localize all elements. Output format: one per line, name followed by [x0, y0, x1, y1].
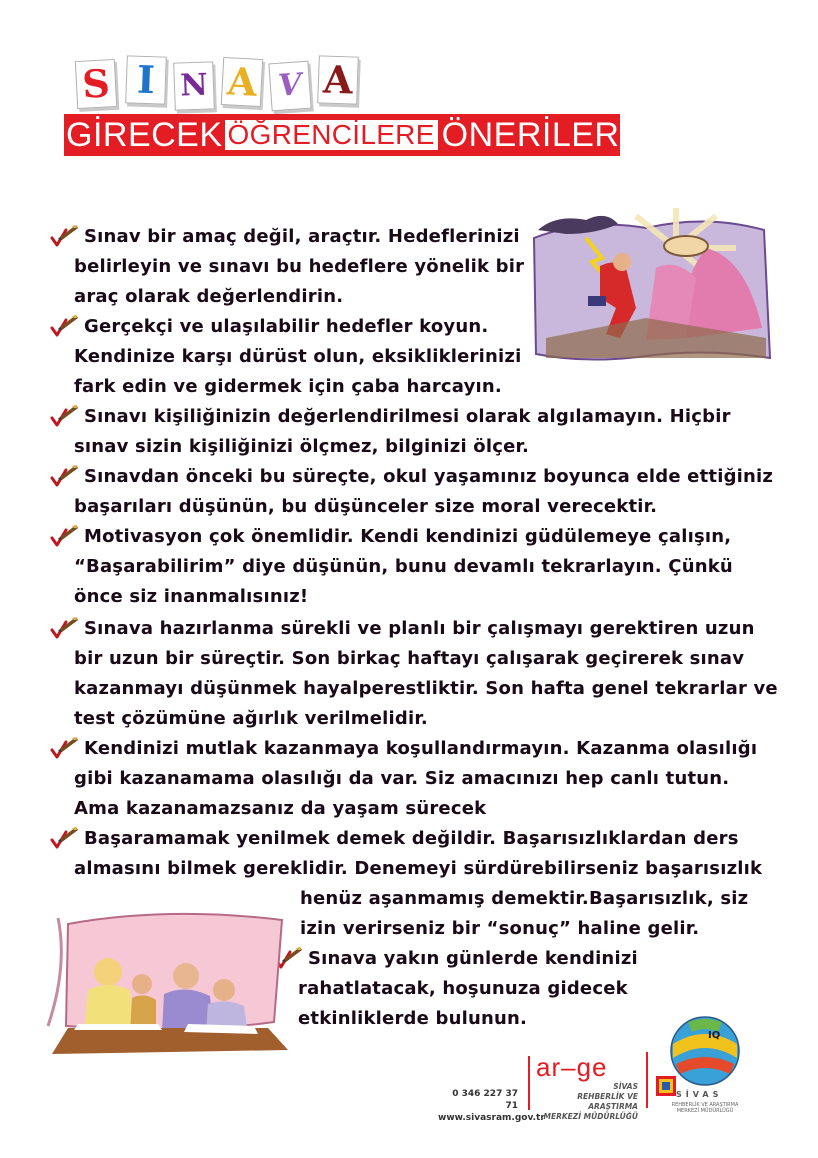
tip-text: Motivasyon çok önemlidir. Kendi kendinizi güdülemeye çalışın,: [84, 526, 732, 547]
students-classroom-illustration: [38, 906, 296, 1066]
tip-4-line-1: [52, 462, 773, 492]
footer-divider-2: [646, 1052, 648, 1108]
ram-globe-logo: [668, 1014, 742, 1088]
tip-3: [52, 402, 731, 462]
tip-6-line-3: kazanmayı düşünmek hayalperestliktir. Son hafta genel tekrarlar ve: [74, 678, 778, 699]
tip-9-line-2: rahatlatacak, hoşunuza gidecek: [298, 978, 628, 999]
tip-5: [52, 522, 733, 612]
tip-7-line-3: Ama kazanamazsanız da yaşam sürecek: [74, 798, 487, 819]
tip-6: [52, 614, 778, 734]
tip-1-line-1: [52, 222, 524, 252]
tip-4: [52, 462, 773, 522]
tip-2-line-2: Kendinize karşı dürüst olun, eksikliklerinizi: [74, 346, 522, 367]
tip-4-line-2: başarıları düşünün, bu düşünceler size moral verecektir.: [74, 496, 658, 517]
tip-text: Başaramamak yenilmek demek değildir. Başarısızlıklardan ders: [84, 828, 739, 849]
tip-text: Sınavdan önceki bu süreçte, okul yaşamınız boyunca elde ettiğiniz: [84, 466, 774, 487]
globe-iq-label: IQ: [708, 1030, 721, 1041]
tip-8-line-1: [52, 824, 762, 854]
stressed-student-illustration: [526, 208, 772, 364]
title-letter-n: N: [173, 61, 215, 110]
pen-check-icon: [50, 824, 80, 850]
tip-1-line-2: belirleyin ve sınavı bu hedeflere yönelik bir: [74, 256, 525, 277]
tip-5-line-1: [52, 522, 733, 552]
tip-1: [52, 222, 524, 312]
arge-name-line2: MERKEZİ MÜDÜRLÜĞÜ: [543, 1112, 638, 1121]
title-letter-a: A: [221, 57, 263, 107]
title-letter-i: I: [125, 55, 167, 104]
pen-check-icon: [50, 402, 80, 428]
tip-9-line-3: etkinliklerde bulunun.: [298, 1008, 528, 1029]
tip-5-line-3: önce siz inanmalısınız!: [74, 586, 309, 607]
pen-check-icon: [50, 312, 80, 338]
tip-5-line-2: “Başarabilirim” diye düşünün, bunu devamlı tekrarlayın. Çünkü: [74, 556, 733, 577]
tip-3-line-2: sınav sizin kişiliğinizi ölçmez, bilginizi ölçer.: [74, 436, 530, 457]
tip-2: [52, 312, 521, 402]
tip-9: [276, 944, 638, 1034]
tip-8-line-3: henüz aşanmamış demektir.Başarısızlık, siz: [300, 888, 749, 909]
title-letter-s: S: [75, 59, 117, 109]
tip-1-line-3: araç olarak değerlendirin.: [74, 286, 344, 307]
arge-text: [538, 1082, 638, 1122]
phone-number: 0 346 227 37 71: [452, 1089, 518, 1111]
tip-text: Kendinizi mutlak kazanmaya koşullandırmayın. Kazanma olasılığı: [84, 738, 758, 759]
pen-check-icon: [50, 614, 80, 640]
tip-2-line-1: [52, 312, 521, 342]
tip-text: Sınava hazırlanma sürekli ve planlı bir çalışmayı gerektiren uzun: [84, 618, 755, 639]
tip-8-line-2: almasını bilmek gereklidir. Denemeyi sürdürebilirseniz başarısızlık: [74, 858, 763, 879]
tip-9-line-1: [276, 944, 638, 974]
sivas-letters: SİVAS: [676, 1090, 723, 1099]
title-letters: [72, 56, 362, 108]
tip-6-line-1: [52, 614, 778, 644]
tip-2-line-3: fark edin ve gidermek için çaba harcayın.: [74, 376, 502, 397]
website-link[interactable]: www.sivasram.gov.tr: [438, 1113, 545, 1123]
sivas-mini-logo: [656, 1076, 676, 1096]
tip-text: Gerçekçi ve ulaşılabilir hedefler koyun.: [84, 316, 489, 337]
pen-check-icon: [50, 462, 80, 488]
tip-8-line-4: izin verirseniz bir “sonuç” haline gelir.: [300, 918, 700, 939]
title-letter-v: V: [268, 61, 311, 112]
tip-text: Sınavı kişiliğinizin değerlendirilmesi olarak algılamayın. Hiçbir: [84, 406, 731, 427]
tip-7: [52, 734, 757, 824]
title-letter-a2: A: [317, 55, 359, 104]
banner-word-3: ÖNERİLER: [441, 115, 620, 154]
banner-word-1: GİRECEK: [66, 115, 223, 154]
pen-check-icon: [50, 522, 80, 548]
tip-6-line-4: test çözümüne ağırlık verilmelidir.: [74, 708, 428, 729]
arge-city: SİVAS: [613, 1082, 638, 1091]
sivas-sub-text: REHBERLİK VE ARAŞTIRMA MERKEZİ MÜDÜRLÜĞÜ: [671, 1102, 739, 1114]
pen-check-icon: [50, 222, 80, 248]
tip-6-line-2: bir uzun bir süreçtir. Son birkaç haftayı çalışarak geçirerek sınav: [74, 648, 745, 669]
arge-name-line1: REHBERLİK VE ARAŞTIRMA: [577, 1092, 638, 1111]
arge-logo: ar–ge: [536, 1052, 608, 1082]
contact-info: [438, 1088, 545, 1124]
tip-text: Sınava yakın günlerde kendinizi: [308, 948, 638, 969]
tip-7-line-2: gibi kazanamama olasılığı da var. Siz amacınızı hep canlı tutun.: [74, 768, 730, 789]
tip-text: Sınav bir amaç değil, araçtır. Hedeflerinizi: [84, 226, 520, 247]
pen-check-icon: [50, 734, 80, 760]
banner-word-2: ÖĞRENCİLERE: [225, 120, 438, 150]
footer-divider: [528, 1056, 530, 1110]
tip-3-line-1: [52, 402, 731, 432]
title-banner: [64, 114, 620, 156]
tip-7-line-1: [52, 734, 757, 764]
